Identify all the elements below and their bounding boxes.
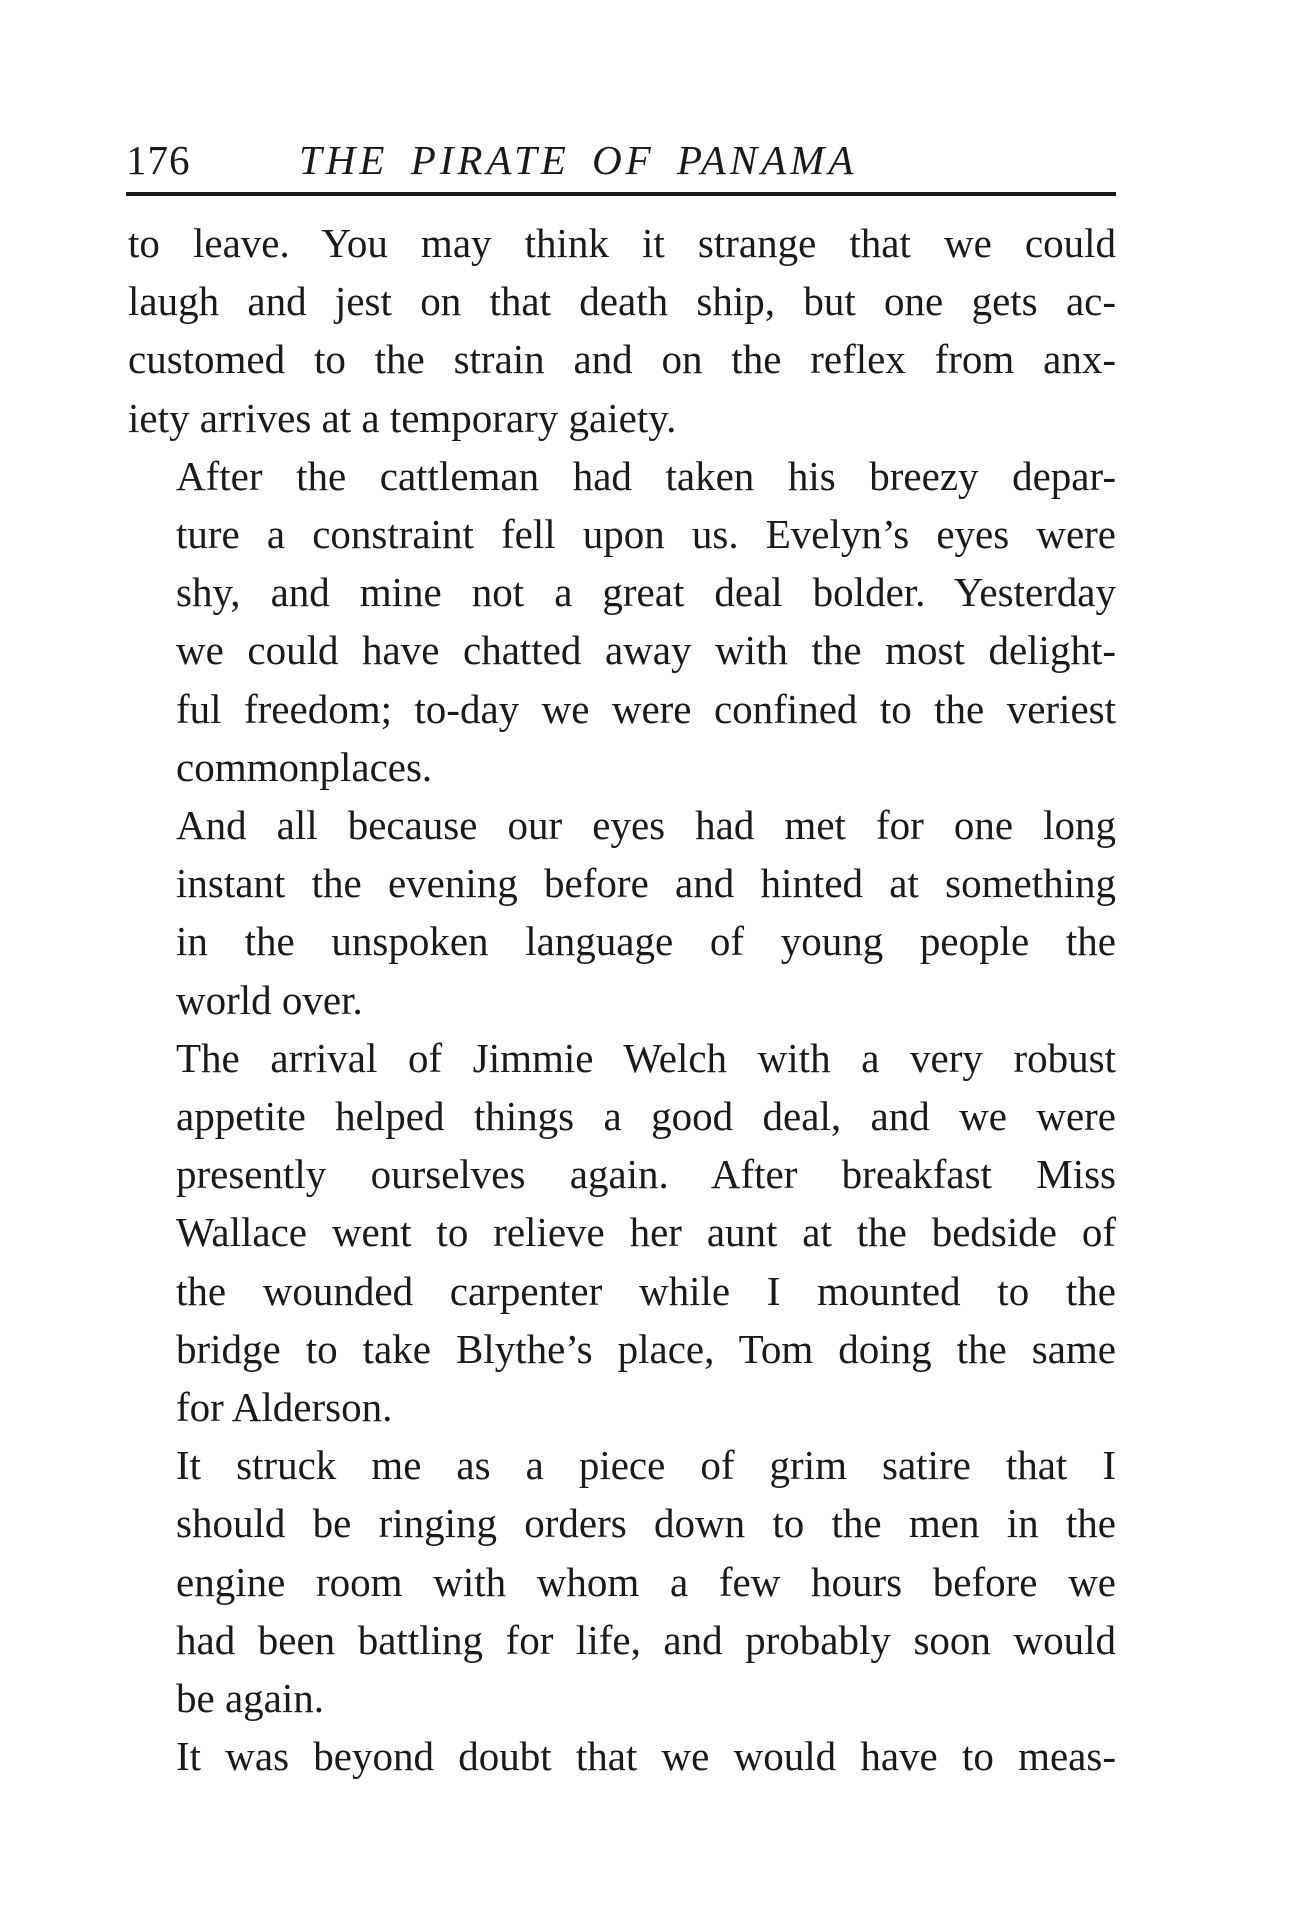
- running-title: THE PIRATE OF PANAMA: [299, 137, 858, 183]
- text-line: presently ourselves again. After breakfast Miss: [176, 1151, 1116, 1198]
- text-line: ture a constraint fell upon us. Evelyn’s eyes were: [176, 511, 1116, 558]
- text-line: The arrival of Jimmie Welch with a very robust: [176, 1034, 1116, 1081]
- text-line: engine room with whom a few hours before we: [176, 1558, 1116, 1605]
- paragraph-6: [128, 1727, 1116, 1785]
- text-line: It struck me as a piece of grim satire that I: [176, 1442, 1116, 1489]
- text-line: in the unspoken language of young people the: [176, 918, 1116, 965]
- header-rule: [126, 192, 1116, 196]
- text-line: we could have chatted away with the most delight-: [176, 627, 1116, 674]
- text-line: ful freedom; to-day we were confined to the veriest: [176, 685, 1116, 732]
- text-line: customed to the strain and on the reflex from anx-: [128, 336, 1116, 383]
- text-line: for Alderson.: [176, 1384, 393, 1431]
- paragraph-2: [128, 447, 1116, 796]
- text-line: be again.: [176, 1675, 324, 1722]
- text-line: shy, and mine not a great deal bolder. Yesterday: [176, 569, 1116, 616]
- text-line: world over.: [176, 976, 363, 1023]
- paragraph-4: [128, 1029, 1116, 1436]
- text-line: had been battling for life, and probably soon would: [176, 1616, 1116, 1663]
- text-line: bridge to take Blythe’s place, Tom doing the same: [176, 1325, 1116, 1372]
- text-line: instant the evening before and hinted at something: [176, 860, 1116, 907]
- paragraph-5: [128, 1436, 1116, 1727]
- text-line: After the cattleman had taken his breezy depar-: [176, 452, 1116, 499]
- text-line: iety arrives at a temporary gaiety.: [128, 394, 677, 441]
- text-line: laugh and jest on that death ship, but one gets ac-: [128, 278, 1116, 325]
- text-line: should be ringing orders down to the men in the: [176, 1500, 1116, 1547]
- text-line: commonplaces.: [176, 743, 433, 790]
- running-head: [126, 130, 1114, 190]
- text-line: to leave. You may think it strange that we could: [128, 220, 1116, 266]
- text-line: And all because our eyes had met for one long: [176, 802, 1116, 849]
- body-text: [128, 214, 1116, 1785]
- paragraph-1: [128, 214, 1116, 447]
- page-number: 176: [126, 137, 191, 183]
- text-line: Wallace went to relieve her aunt at the bedside of: [176, 1209, 1116, 1256]
- text-line: It was beyond doubt that we would have to meas-: [176, 1733, 1116, 1780]
- text-line: appetite helped things a good deal, and we were: [176, 1093, 1116, 1140]
- text-line: the wounded carpenter while I mounted to the: [176, 1267, 1116, 1314]
- paragraph-3: [128, 796, 1116, 1029]
